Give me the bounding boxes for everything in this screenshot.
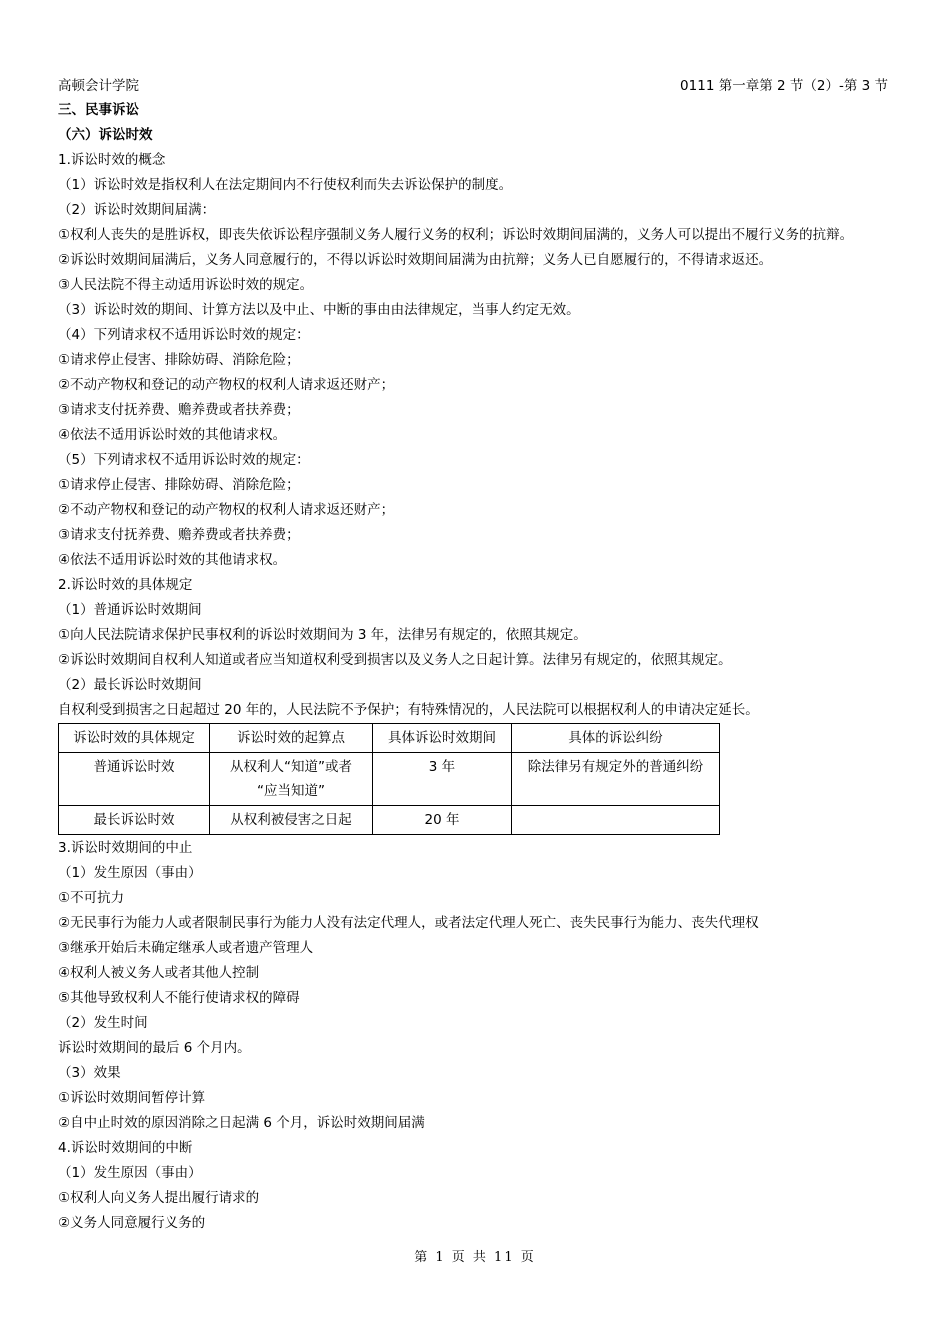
table-cell: 从权利被侵害之日起 [210, 806, 373, 835]
text-line: ③人民法院不得主动适用诉讼时效的规定。 [58, 277, 314, 293]
text-line: （1）发生原因（事由） [58, 865, 202, 881]
text-line: ③请求支付抚养费、赡养费或者扶养费； [58, 402, 300, 418]
text-line: （3）诉讼时效的期间、计算方法以及中止、中断的事由由法律规定，当事人约定无效。 [58, 302, 580, 318]
table-cell: 20 年 [373, 806, 512, 835]
text-line: 3.诉讼时效期间的中止 [58, 840, 193, 856]
text-line: ③请求支付抚养费、赡养费或者扶养费； [58, 527, 300, 543]
text-line: ①不可抗力 [58, 890, 125, 906]
text-line: （1）诉讼时效是指权利人在法定期间内不行使权利而失去诉讼保护的制度。 [58, 177, 513, 193]
text-line: （1）普通诉讼时效期间 [58, 602, 202, 618]
text-line: ④依法不适用诉讼时效的其他请求权。 [58, 552, 287, 568]
table-cell [210, 753, 373, 806]
page-footer: 第 1 页 共 11 页 [414, 1250, 536, 1265]
table-cell: 3 年 [373, 753, 512, 806]
text-line: ②无民事行为能力人或者限制民事行为能力人没有法定代理人，或者法定代理人死亡、丧失民事行为能力、丧失代理权 [58, 915, 759, 931]
table-cell-line: 从权利人“知道”或者 [230, 759, 352, 775]
table-header-cell: 具体诉讼时效期间 [373, 724, 512, 753]
text-line: （2）最长诉讼时效期间 [58, 677, 202, 693]
limitation-table [58, 723, 720, 835]
text-line: 1.诉讼时效的概念 [58, 152, 166, 168]
text-line: ①请求停止侵害、排除妨碍、消除危险； [58, 477, 300, 493]
table-header-cell: 具体的诉讼纠纷 [512, 724, 720, 753]
text-line: ②诉讼时效期间届满后，义务人同意履行的，不得以诉讼时效期间届满为由抗辩；义务人已自愿履行的，不得请求返还。 [58, 252, 773, 268]
text-line: ①向人民法院请求保护民事权利的诉讼时效期间为 3 年，法律另有规定的，依照其规定。 [58, 627, 587, 643]
document-body [58, 98, 908, 1236]
table-header-cell: 诉讼时效的起算点 [210, 724, 373, 753]
text-line: ①请求停止侵害、排除妨碍、消除危险； [58, 352, 300, 368]
section-heading: 三、民事诉讼 [58, 102, 139, 118]
text-line: 4.诉讼时效期间的中断 [58, 1140, 193, 1156]
table-row [59, 806, 720, 835]
table-cell: 最长诉讼时效 [59, 806, 210, 835]
table-header-row [59, 724, 720, 753]
text-line: ①权利人丧失的是胜诉权，即丧失依诉讼程序强制义务人履行义务的权利；诉讼时效期间届满的，义务人可以提出不履行义务的抗辩。 [58, 227, 854, 243]
text-line: 自权利受到损害之日起超过 20 年的，人民法院不予保护；有特殊情况的，人民法院可以根据权利人的申请决定延长。 [58, 702, 759, 718]
table-header-cell: 诉讼时效的具体规定 [59, 724, 210, 753]
text-line: ④权利人被义务人或者其他人控制 [58, 965, 260, 981]
text-line: （3）效果 [58, 1065, 121, 1081]
text-line: （1）发生原因（事由） [58, 1165, 202, 1181]
text-line: ③继承开始后未确定继承人或者遗产管理人 [58, 940, 314, 956]
text-line: ⑤其他导致权利人不能行使请求权的障碍 [58, 990, 300, 1006]
table-row [59, 753, 720, 806]
subsection-heading: （六）诉讼时效 [58, 127, 153, 143]
header-left: 高顿会计学院 [58, 78, 139, 94]
text-line: （2）诉讼时效期间届满： [58, 202, 216, 218]
text-line: ②诉讼时效期间自权利人知道或者应当知道权利受到损害以及义务人之日起计算。法律另有规定的，依照其规定。 [58, 652, 732, 668]
table-cell [512, 806, 720, 835]
table-cell: 普通诉讼时效 [59, 753, 210, 806]
text-line: ②自中止时效的原因消除之日起满 6 个月，诉讼时效期间届满 [58, 1115, 425, 1131]
text-line: ①诉讼时效期间暂停计算 [58, 1090, 206, 1106]
text-line: 2.诉讼时效的具体规定 [58, 577, 193, 593]
text-line: ②义务人同意履行义务的 [58, 1215, 206, 1231]
text-line: ④依法不适用诉讼时效的其他请求权。 [58, 427, 287, 443]
table-cell: 除法律另有规定外的普通纠纷 [512, 753, 720, 806]
text-line: ②不动产物权和登记的动产物权的权利人请求返还财产； [58, 377, 395, 393]
text-line: （2）发生时间 [58, 1015, 148, 1031]
text-line: ①权利人向义务人提出履行请求的 [58, 1190, 260, 1206]
page-header [58, 74, 888, 94]
header-right: 0111 第一章第 2 节（2）-第 3 节 [680, 78, 888, 94]
table-cell-line: “应当知道” [257, 783, 325, 799]
text-line: （4）下列请求权不适用诉讼时效的规定： [58, 327, 310, 343]
text-line: ②不动产物权和登记的动产物权的权利人请求返还财产； [58, 502, 395, 518]
text-line: 诉讼时效期间的最后 6 个月内。 [58, 1040, 251, 1056]
text-line: （5）下列请求权不适用诉讼时效的规定： [58, 452, 310, 468]
